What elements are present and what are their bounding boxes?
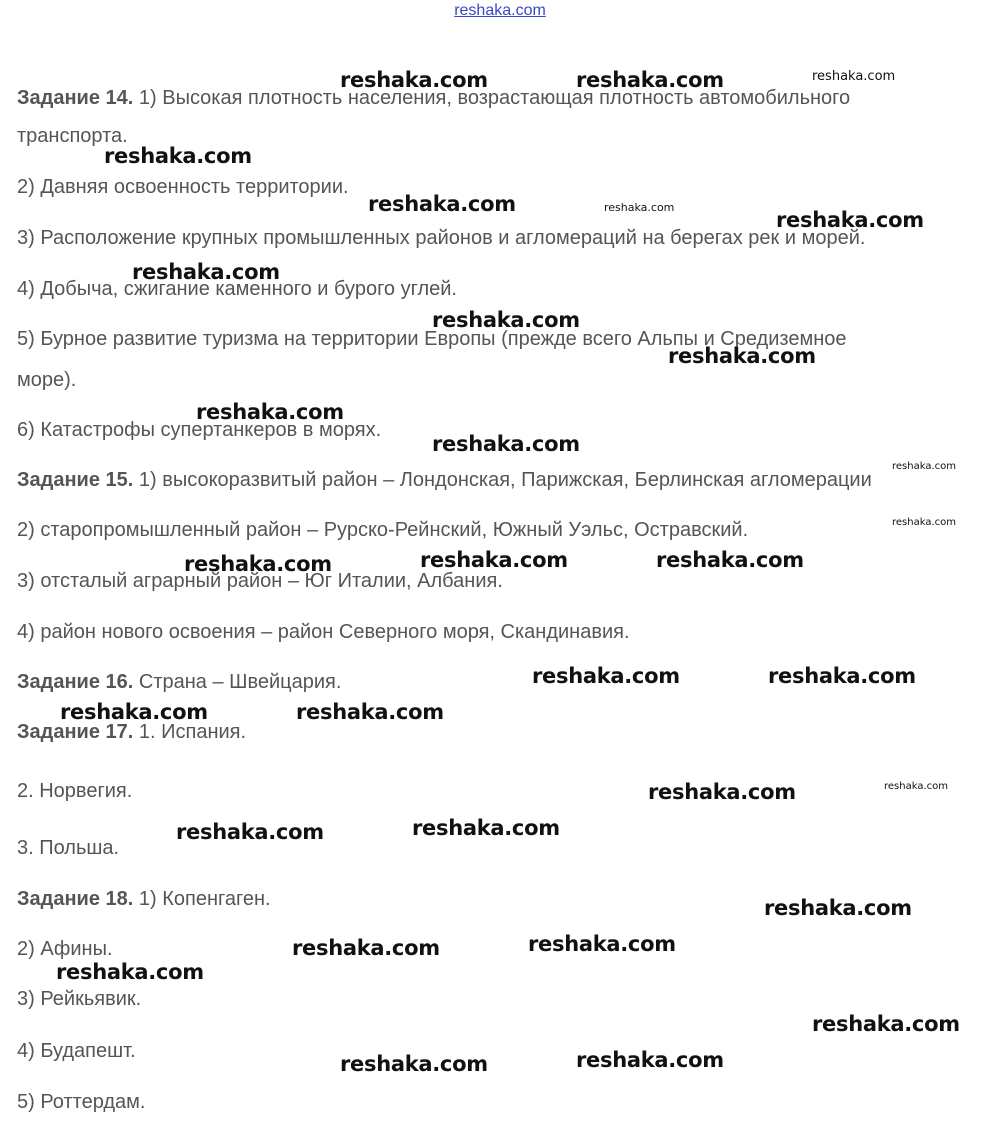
task-18-item-3: 3) Рейкьявик. — [17, 988, 142, 1010]
task-14-item-2: 2) Давняя освоенность территории. — [17, 176, 349, 198]
watermark: reshaka.com — [368, 192, 516, 216]
task-16-text: Страна – Швейцария. — [138, 671, 342, 693]
task-15-item-1: 1) высокоразвитый район – Лондонская, Парижская, Берлинская агломерации — [138, 469, 872, 491]
watermark: reshaka.com — [532, 664, 680, 688]
task-17-item-3: 3. Польша. — [17, 837, 120, 859]
watermark: reshaka.com — [56, 960, 204, 984]
task-18-item-4: 4) Будапешт. — [17, 1040, 136, 1062]
task-16-line — [17, 670, 341, 694]
watermark: reshaka.com — [412, 816, 560, 840]
task-14-item-6: 6) Катастрофы супертанкеров в морях. — [17, 419, 382, 441]
watermark: reshaka.com — [432, 432, 580, 456]
task-14-label: Задание 14. — [17, 87, 134, 109]
task-15-label: Задание 15. — [17, 469, 134, 491]
task-14-item-4: 4) Добыча, сжигание каменного и бурого углей. — [17, 278, 457, 300]
task-18-item-2: 2) Афины. — [17, 938, 113, 960]
watermark: reshaka.com — [576, 1048, 724, 1072]
watermark: reshaka.com — [340, 1052, 488, 1076]
task-15-item-2: 2) старопромышленный район – Рурско-Рейнский, Южный Уэльс, Остравский. — [17, 519, 749, 541]
watermark: reshaka.com — [132, 260, 280, 284]
task-15-item-4: 4) район нового освоения – район Северного моря, Скандинавия. — [17, 621, 630, 643]
watermark: reshaka.com — [432, 308, 580, 332]
watermark: reshaka.com — [776, 208, 924, 232]
watermark: reshaka.com — [768, 664, 916, 688]
watermark: reshaka.com — [576, 68, 724, 92]
watermark: reshaka.com — [420, 548, 568, 572]
task-15-line-1 — [17, 468, 872, 492]
watermark: reshaka.com — [884, 781, 948, 792]
task-14-item-1-cont: транспорта. — [17, 125, 128, 147]
task-14-item-5-cont: море). — [17, 369, 77, 391]
task-18-item-1: 1) Копенгаген. — [138, 888, 271, 910]
watermark: reshaka.com — [292, 936, 440, 960]
watermark: reshaka.com — [104, 144, 252, 168]
watermark: reshaka.com — [184, 552, 332, 576]
task-14-item-3: 3) Расположение крупных промышленных районов и агломераций на берегах рек и морей. — [17, 227, 866, 249]
watermark: reshaka.com — [892, 461, 956, 472]
watermark: reshaka.com — [812, 69, 896, 84]
watermark: reshaka.com — [340, 68, 488, 92]
site-link[interactable]: reshaka.com — [454, 2, 546, 19]
watermark: reshaka.com — [296, 700, 444, 724]
task-18-item-5: 5) Роттердам. — [17, 1091, 146, 1113]
task-18-label: Задание 18. — [17, 888, 134, 910]
watermark: reshaka.com — [892, 517, 956, 528]
task-14-item-5: 5) Бурное развитие туризма на территории Европы (прежде всего Альпы и Средиземное — [17, 328, 847, 350]
task-17-label: Задание 17. — [17, 721, 134, 743]
watermark: reshaka.com — [648, 780, 796, 804]
watermark: reshaka.com — [176, 820, 324, 844]
task-16-label: Задание 16. — [17, 671, 134, 693]
task-18-line-1 — [17, 887, 271, 911]
watermark: reshaka.com — [60, 700, 208, 724]
watermark: reshaka.com — [812, 1012, 960, 1036]
task-14-item-1: 1) Высокая плотность населения, возрастающая плотность автомобильного — [138, 87, 851, 109]
watermark: reshaka.com — [196, 400, 344, 424]
watermark: reshaka.com — [668, 344, 816, 368]
watermark: reshaka.com — [656, 548, 804, 572]
task-17-item-1: 1. Испания. — [138, 721, 247, 743]
watermark: reshaka.com — [764, 896, 912, 920]
task-15-item-3: 3) отсталый аграрный район – Юг Италии, Албания. — [17, 570, 503, 592]
watermark: reshaka.com — [528, 932, 676, 956]
watermark: reshaka.com — [604, 201, 675, 214]
task-17-item-2: 2. Норвегия. — [17, 780, 133, 802]
